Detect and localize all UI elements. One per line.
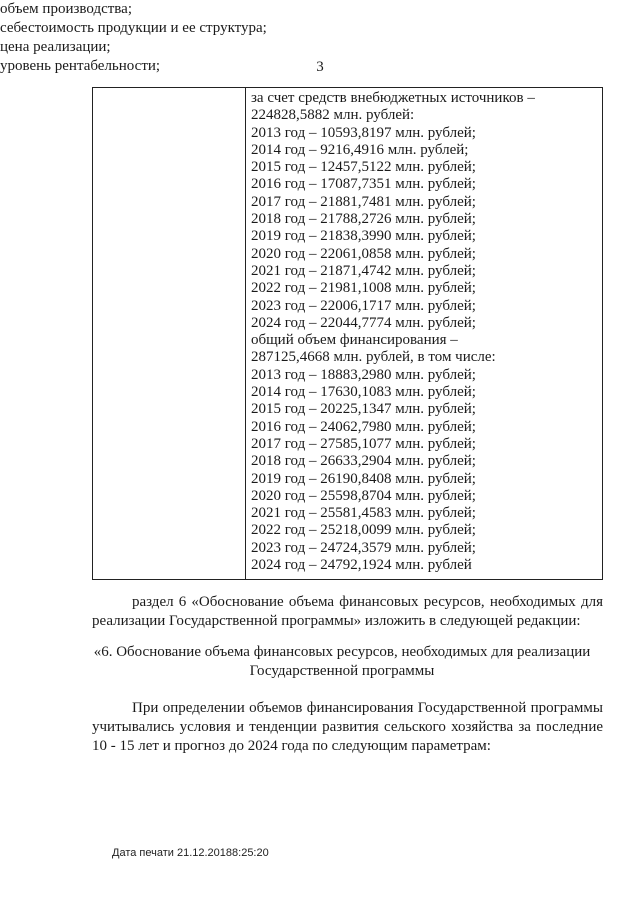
table-line: 2018 год – 21788,2726 млн. рублей; [251, 211, 476, 228]
table-line: 2017 год – 27585,1077 млн. рублей; [251, 435, 476, 452]
list-item: себестоимость продукции и ее структура; [0, 20, 267, 36]
table-line: 2021 год – 25581,4583 млн. рублей; [251, 505, 476, 522]
table-line: общий объем финансирования – [251, 332, 458, 349]
table-line: 2018 год – 26633,2904 млн. рублей; [251, 453, 476, 470]
list-item: уровень рентабельности; [0, 58, 161, 74]
table-line: 2014 год – 9216,4916 млн. рублей; [251, 141, 469, 158]
table-line: 2013 год – 18883,2980 млн. рублей; [251, 366, 476, 383]
section-heading: «6. Обоснование объема финансовых ресурсов, необходимых для реализации Государственной программы [93, 644, 591, 679]
table-line: 2023 год – 24724,3579 млн. рублей; [251, 539, 476, 556]
funding-table [92, 87, 603, 580]
table-line: 2022 год – 21981,1008 млн. рублей; [251, 280, 476, 297]
table-line: 2019 год – 26190,8408 млн. рублей; [251, 470, 476, 487]
table-line: 2020 год – 25598,8704 млн. рублей; [251, 487, 476, 504]
table-line: 2016 год – 17087,7351 млн. рублей; [251, 176, 476, 193]
funding-table-cell [251, 90, 598, 574]
table-line: за счет средств внебюджетных источников – [251, 90, 535, 106]
table-line: 2015 год – 12457,5122 млн. рублей; [251, 159, 476, 176]
table-line: 224828,5882 млн. рублей: [251, 107, 415, 124]
list-item: цена реализации; [0, 39, 111, 55]
table-line: 2024 год – 22044,7774 млн. рублей; [251, 314, 476, 331]
body-paragraph: При определении объемов финансирования Государственной программы учитывались условия и тенденции развития сельского хозяйства за последние 10 - 15 лет и прогноз до 2024 года по следующим параметрам: [92, 700, 603, 754]
print-date: Дата печати 21.12.20188:25:20 [112, 847, 269, 859]
table-line: 2014 год – 17630,1083 млн. рублей; [251, 384, 476, 401]
table-line: 2023 год – 22006,1717 млн. рублей; [251, 297, 476, 314]
table-line: 2022 год – 25218,0099 млн. рублей; [251, 522, 476, 539]
table-line: 2017 год – 21881,7481 млн. рублей; [251, 193, 476, 210]
table-line: 2024 год – 24792,1924 млн. рублей [251, 557, 472, 574]
list-item: объем производства; [0, 1, 132, 17]
table-line: 2020 год – 22061,0858 млн. рублей; [251, 245, 476, 262]
intro-paragraph: раздел 6 «Обоснование объема финансовых ресурсов, необходимых для реализации Государственной программы» изложить в следующей редакции: [92, 594, 603, 629]
table-line: 2013 год – 10593,8197 млн. рублей; [251, 124, 476, 141]
table-line: 287125,4668 млн. рублей, в том числе: [251, 349, 496, 366]
table-column-divider [245, 88, 246, 579]
page-number: 3 [316, 59, 324, 75]
table-line: 2016 год – 24062,7980 млн. рублей; [251, 418, 476, 435]
table-line: 2021 год – 21871,4742 млн. рублей; [251, 262, 476, 279]
table-line: 2015 год – 20225,1347 млн. рублей; [251, 401, 476, 418]
table-line: 2019 год – 21838,3990 млн. рублей; [251, 228, 476, 245]
